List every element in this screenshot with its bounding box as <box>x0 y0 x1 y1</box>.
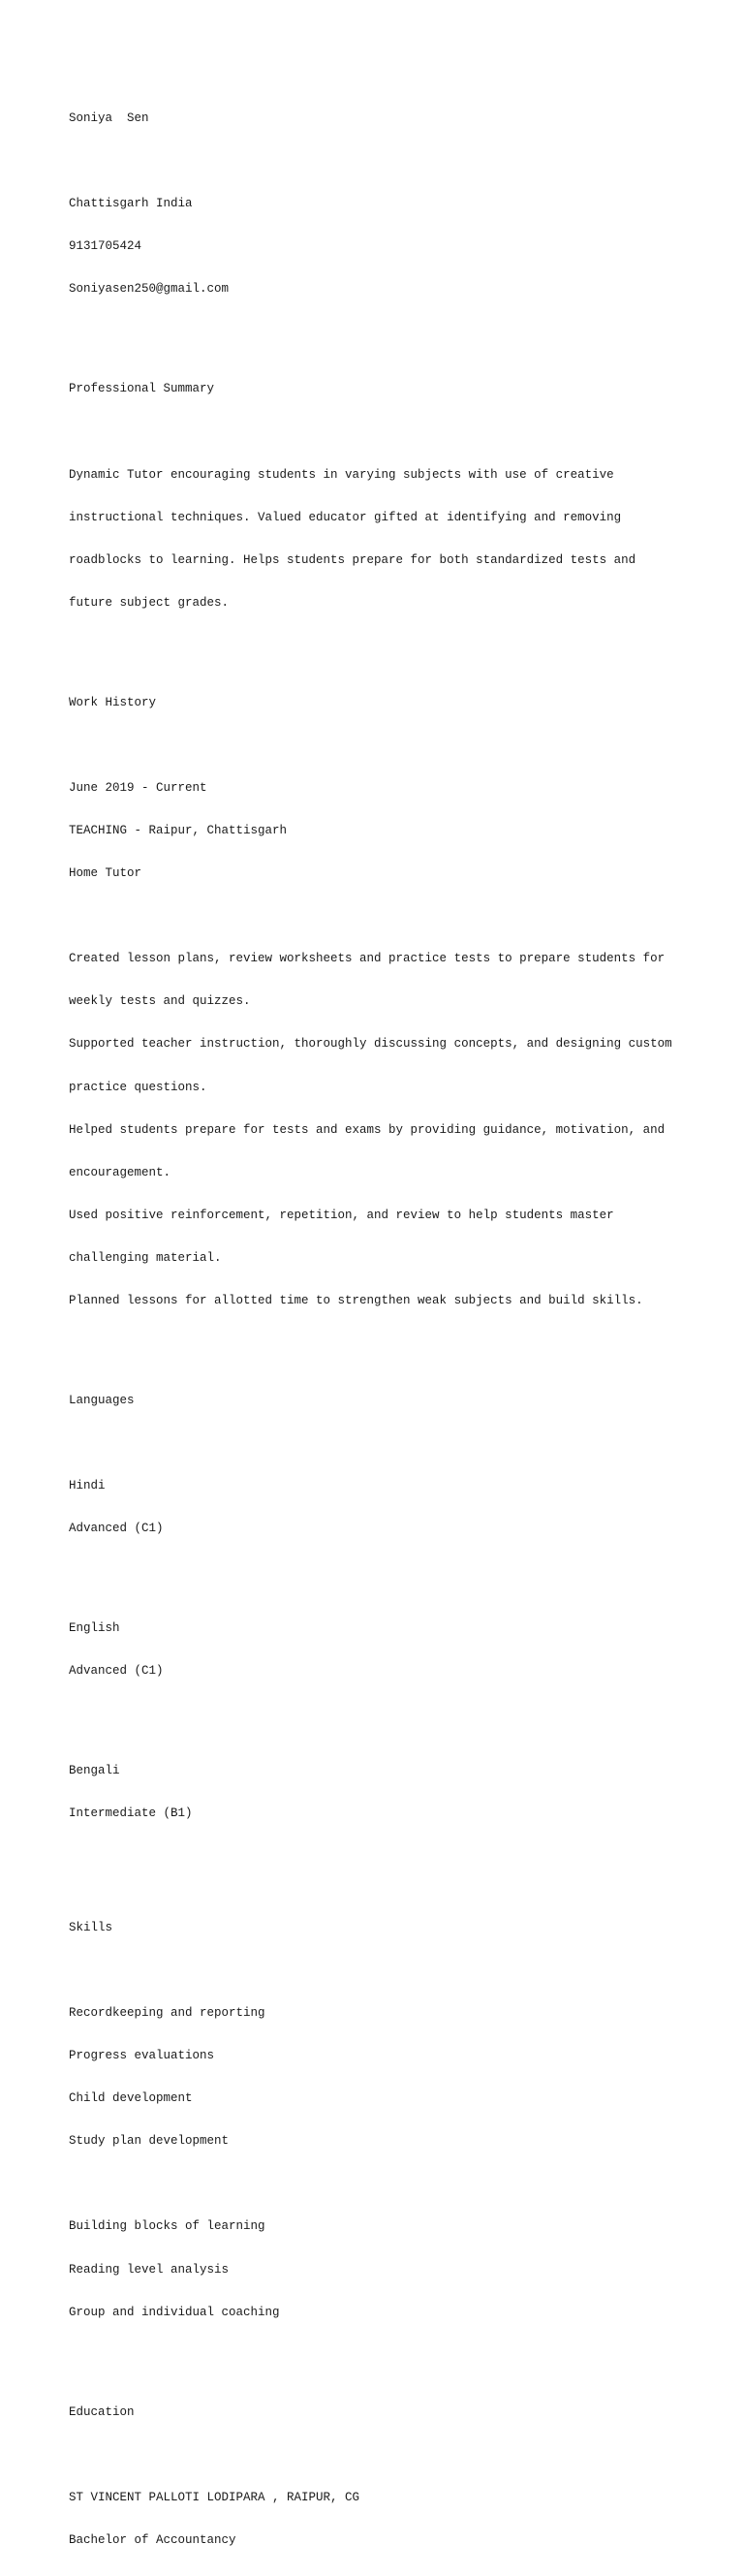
candidate-location: Chattisgarh India <box>69 197 193 211</box>
candidate-email: Soniyasen250@gmail.com <box>69 282 230 297</box>
work-duty-line: Helped students prepare for tests and exams by providing guidance, motivation, and <box>69 1122 666 1137</box>
candidate-phone: 9131705424 <box>69 239 142 254</box>
language-name: Bengali <box>69 1764 120 1778</box>
work-employer: TEACHING - Raipur, Chattisgarh <box>69 824 288 838</box>
education-heading: Education <box>69 2404 135 2419</box>
language-name: Hindi <box>69 1479 106 1493</box>
skills-heading: Skills <box>69 1920 113 1934</box>
skill-item: Child development <box>69 2091 193 2106</box>
work-duty-line: weekly tests and quizzes. <box>69 994 251 1009</box>
skill-item: Progress evaluations <box>69 2049 215 2063</box>
education-degree: Bachelor of Accountancy <box>69 2532 236 2547</box>
summary-line: future subject grades. <box>69 595 230 610</box>
candidate-name: Soniya Sen <box>69 111 149 126</box>
work-title: Home Tutor <box>69 866 142 881</box>
language-level: Advanced (C1) <box>69 1664 164 1679</box>
education-school: ST VINCENT PALLOTI LODIPARA , RAIPUR, CG <box>69 2490 360 2504</box>
work-duty-line: encouragement. <box>69 1165 171 1179</box>
skill-item: Recordkeeping and reporting <box>69 2005 265 2020</box>
summary-heading: Professional Summary <box>69 382 215 396</box>
skill-item: Reading level analysis <box>69 2262 230 2277</box>
work-duty-line: Created lesson plans, review worksheets and practice tests to prepare students for <box>69 952 666 966</box>
summary-line: instructional techniques. Valued educator gifted at identifying and removing <box>69 510 622 524</box>
work-duty-line: challenging material. <box>69 1250 222 1265</box>
summary-line: roadblocks to learning. Helps students prepare for both standardized tests and <box>69 552 636 567</box>
work-history-heading: Work History <box>69 695 157 709</box>
work-duty-line: Used positive reinforcement, repetition, and review to help students master <box>69 1208 614 1222</box>
language-level: Intermediate (B1) <box>69 1806 193 1821</box>
work-duty-line: Supported teacher instruction, thoroughly discussing concepts, and designing custom <box>69 1037 672 1052</box>
skill-item: Building blocks of learning <box>69 2219 265 2234</box>
summary-line: Dynamic Tutor encouraging students in varying subjects with use of creative <box>69 467 614 482</box>
languages-heading: Languages <box>69 1393 135 1407</box>
work-duty-line: practice questions. <box>69 1080 207 1094</box>
work-duty-line: Planned lessons for allotted time to strengthen weak subjects and build skills. <box>69 1294 643 1308</box>
language-name: English <box>69 1621 120 1636</box>
resume-document <box>69 69 708 2576</box>
skill-item: Study plan development <box>69 2134 230 2149</box>
skill-item: Group and individual coaching <box>69 2305 280 2319</box>
language-level: Advanced (C1) <box>69 1522 164 1536</box>
work-dates: June 2019 - Current <box>69 780 207 795</box>
